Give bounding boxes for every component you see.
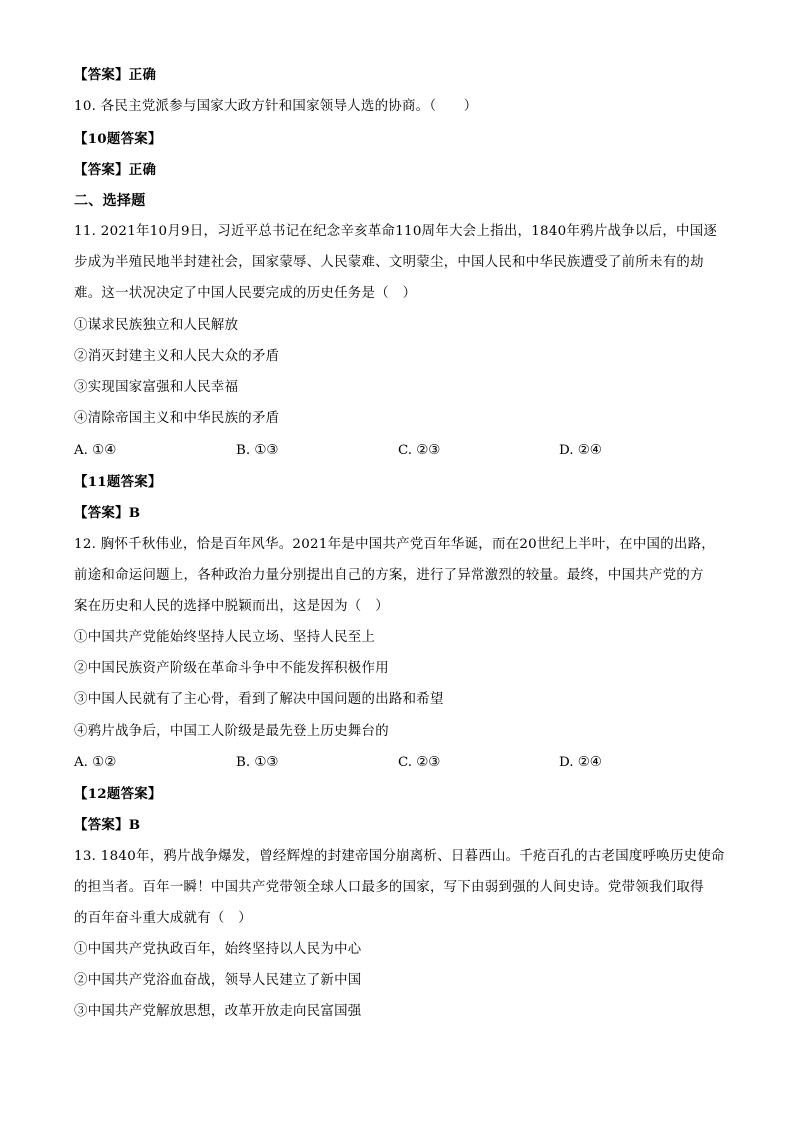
option-d: D. ②④ [559, 443, 602, 458]
question-13-line-3: 的百年奋斗重大成就有（ ） [74, 911, 252, 926]
option-c: C. ②③ [398, 443, 441, 458]
question-13-line-2: 的担当者。百年一瞬！中国共产党带领全球人口最多的国家，写下由弱到强的人间史诗。党带领我们取得 [74, 880, 704, 895]
question-12-item-2: ②中国民族资产阶级在革命斗争中不能发挥积极作用 [74, 661, 389, 676]
question-11-item-4: ④清除帝国主义和中华民族的矛盾 [74, 411, 280, 426]
question-11-line-2: 步成为半殖民地半封建社会，国家蒙辱、人民蒙难、文明蒙尘，中国人民和中华民族遭受了前所未有的劫 [74, 255, 704, 270]
question-11-item-3: ③实现国家富强和人民幸福 [74, 380, 239, 395]
answer-q10: 【答案】正确 [74, 162, 157, 178]
question-13-line-1: 13. 1840年，鸦片战争爆发，曾经辉煌的封建帝国分崩离析、日暮西山。千疮百孔的古老国度呼唤历史使命 [74, 849, 725, 864]
question-11-item-2: ②消灭封建主义和人民大众的矛盾 [74, 349, 280, 364]
option-b: B. ①③ [236, 443, 279, 458]
question-12-line-2: 前途和命运问题上，各种政治力量分别提出自己的方案，进行了异常激烈的较量。最终，中国共产党的方 [74, 568, 704, 583]
question-13-item-3: ③中国共产党解放思想，改革开放走向民富国强 [74, 1004, 362, 1019]
answer-heading-q10: 【10题答案】 [74, 131, 162, 147]
answer-q12: 【答案】B [74, 817, 141, 833]
option-b: B. ①③ [236, 755, 279, 770]
question-10: 10. 各民主党派参与国家大政方针和国家领导人选的协商。（ ） [74, 99, 478, 114]
option-c: C. ②③ [398, 755, 441, 770]
option-d: D. ②④ [559, 755, 602, 770]
question-12-item-1: ①中国共产党能始终坚持人民立场、坚持人民至上 [74, 630, 376, 645]
question-12-line-1: 12. 胸怀千秋伟业，恰是百年风华。2021年是中国共产党百年华诞，而在20世纪上半叶，在中国的出路， [74, 537, 715, 552]
question-13-item-1: ①中国共产党执政百年，始终坚持以人民为中心 [74, 942, 362, 957]
question-12-line-3: 案在历史和人民的选择中脱颖而出，这是因为（ ） [74, 599, 389, 614]
question-11-line-3: 难。这一状况决定了中国人民要完成的历史任务是（ ） [74, 286, 417, 301]
answer-label-q9: 【答案】正确 [74, 67, 157, 83]
question-12-item-4: ④鸦片战争后，中国工人阶级是最先登上历史舞台的 [74, 724, 389, 739]
option-a: A. ①② [74, 755, 117, 770]
question-12-item-3: ③中国人民就有了主心骨，看到了解决中国问题的出路和希望 [74, 692, 444, 707]
question-13-item-2: ②中国共产党浴血奋战，领导人民建立了新中国 [74, 973, 362, 988]
answer-heading-q11: 【11题答案】 [74, 474, 162, 490]
answer-q11: 【答案】B [74, 505, 141, 521]
option-a: A. ①④ [74, 443, 117, 458]
answer-heading-q12: 【12题答案】 [74, 786, 162, 802]
section-heading-choice: 二、选择题 [74, 193, 146, 209]
question-11-item-1: ①谋求民族独立和人民解放 [74, 318, 239, 333]
question-12-options [74, 753, 724, 773]
question-11-options [74, 441, 724, 461]
question-11-line-1: 11. 2021年10月9日，习近平总书记在纪念辛亥革命110周年大会上指出，1840年鸦片战争以后，中国逐 [74, 224, 718, 239]
